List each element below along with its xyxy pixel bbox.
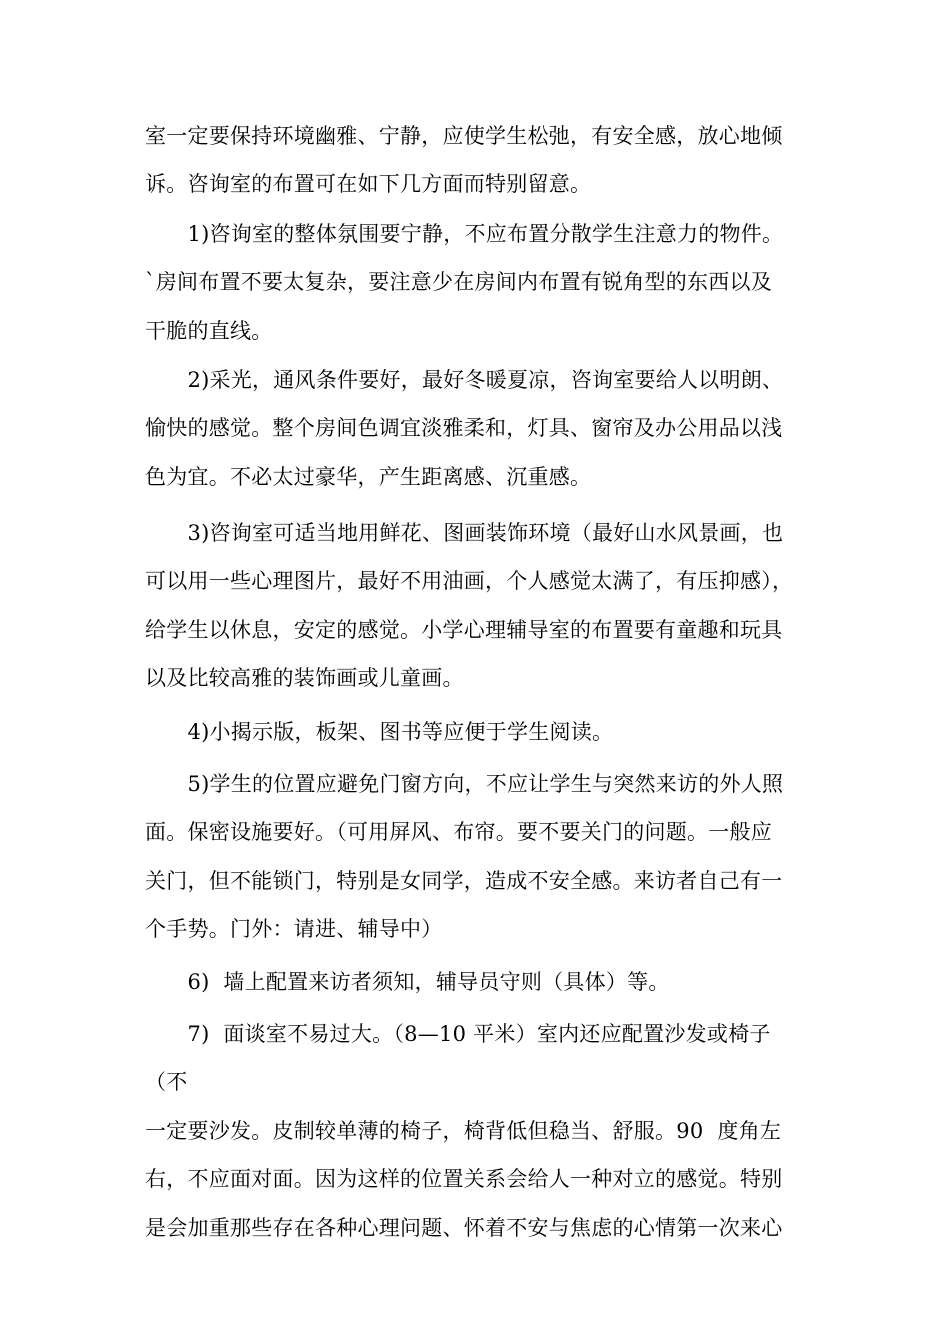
paragraph-intro: 室一定要保持环境幽雅、宁静，应使学生松弛，有安全感，放心地倾 诉。咨询室的布置可在如下几方面而特别留意。 (145, 124, 783, 197)
paragraph-item-5: 5)学生的位置应避免门窗方向，不应让学生与突然来访的外人照 面。保密设施要好。（可用屏风、布帘。要不要关门的问题。一般应 关门，但不能锁门，特别是女同学，造成不安全感。来访者自己有一 个手势。门外：请进、辅导中） (145, 772, 784, 942)
paragraph-item-7: 7) 面谈室不易过大。（8—10 平米）室内还应配置沙发或椅子（不 一定要沙发。皮制较单薄的椅子，椅背低但稳当、舒服。90 度角左 右，不应面对面。因为这样的位置关系会给人一种对立的感觉。特别 是会加重那些存在各种心理问题、怀着不安与焦虑的心情第一次来心 (145, 1022, 783, 1240)
paragraph-item-4: 4)小揭示版，板架、图书等应便于学生阅读。 (145, 720, 614, 744)
paragraph-item-3: 3)咨询室可适当地用鲜花、图画装饰环境（最好山水风景画，也 可以用一些心理图片，最好不用油画，个人感觉太满了，有压抑感）， 给学生以休息，安定的感觉。小学心理辅导室的布置要有童趣和玩具 以及比较高雅的装饰画或儿童画。 (145, 521, 794, 691)
paragraph-item-2: 2)采光，通风条件要好，最好冬暖夏凉，咨询室要给人以明朗、 愉快的感觉。整个房间色调宜淡雅柔和，灯具、窗帘及办公用品以浅 色为宜。不必太过豪华，产生距离感、沉重感。 (145, 368, 784, 489)
paragraph-item-6: 6) 墙上配置来访者须知，辅导员守则（具体）等。 (145, 970, 670, 994)
paragraph-item-1: 1)咨询室的整体氛围要宁静，不应布置分散学生注意力的物件。 `房间布置不要太复杂，要注意少在房间内布置有锐角型的东西以及 干脆的直线。 (145, 222, 784, 343)
